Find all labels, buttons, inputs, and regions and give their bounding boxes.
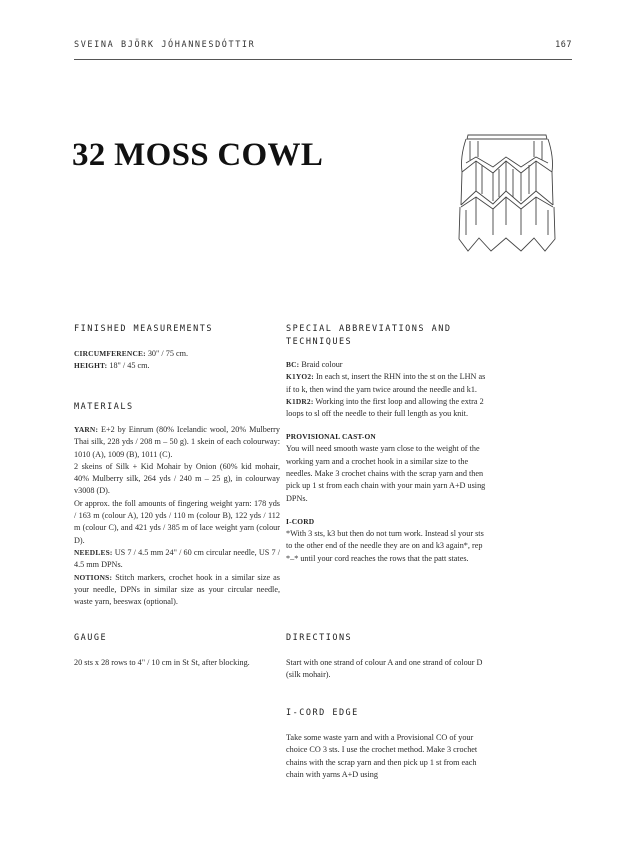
- materials-heading: MATERIALS: [74, 402, 134, 412]
- yarn-label: YARN:: [74, 425, 99, 434]
- i-cord-heading: I-CORD: [286, 516, 315, 526]
- circumference-value: 30" / 75 cm.: [145, 349, 189, 358]
- author-name: SVEINA BJÖRK JÓHANNESDÓTTIR: [74, 40, 256, 50]
- gauge-heading: GAUGE: [74, 633, 108, 643]
- provisional-cast-on-text: You will need smooth waste yarn close to the weight of the working yarn and a crochet hook in a similar size to the needles. Make 3 crochet chains with the scrap yarn and then pick up 1 st from each chain with your main yarn A+D using DPNs.: [286, 444, 486, 503]
- provisional-cast-on-heading: PROVISIONAL CAST-ON: [286, 432, 376, 442]
- i-cord-text: *With 3 sts, k3 but then do not turn work. Instead sl your sts to the other end of the needle they are on and k3 again*, rep *–* until your cord reaches the rows that the patt states.: [286, 528, 484, 563]
- gauge-text: 20 sts x 28 rows to 4" / 10 cm in St St, after blocking.: [74, 658, 250, 667]
- needles-text: US 7 / 4.5 mm 24" / 60 cm circular needle, US 7 / 4.5 mm DPNs.: [74, 547, 280, 570]
- i-cord-edge-section: [286, 707, 492, 781]
- special-abbreviations-heading: SPECIAL ABBREVIATIONS AND TECHNIQUES: [286, 324, 452, 347]
- k1dr2-paragraph: [286, 396, 492, 421]
- circumference-label: CIRCUMFERENCE:: [74, 349, 146, 358]
- running-head: [74, 40, 572, 54]
- notions-paragraph: [74, 572, 280, 609]
- directions-section: [286, 632, 492, 682]
- pattern-title: 32 MOSS COWL: [72, 137, 324, 173]
- yarn-paragraph: [74, 424, 280, 461]
- approx-paragraph: Or approx. the foll amounts of fingering weight yarn: 178 yds / 163 m (colour A), 120 yds / 110 m (colour B), 122 yds / 112 m (colour C), and 421 yds / 385 m of lace weight yarn (colour D).: [74, 498, 280, 545]
- bc-line: [286, 359, 492, 371]
- k1yo2-paragraph: [286, 371, 492, 396]
- height-label: HEIGHT:: [74, 361, 108, 371]
- cowl-sketch-illustration: [446, 127, 566, 257]
- k1dr2-label: K1DR2:: [286, 396, 314, 406]
- k1yo2-label: K1YO2:: [286, 372, 314, 382]
- gauge-section: [74, 632, 280, 669]
- i-cord-edge-heading: I-CORD EDGE: [286, 708, 359, 718]
- needles-paragraph: [74, 547, 280, 572]
- silk-paragraph: 2 skeins of Silk + Kid Mohair by Onion (60% kid mohair, 40% Mulberry silk, 264 yds / 240 m – 25 g), in colourway v3008 (D).: [74, 461, 280, 496]
- height-line: [74, 360, 280, 372]
- height-value: 18" / 45 cm.: [107, 361, 150, 371]
- k1yo2-text: In each st, insert the RHN into the st on the LHN as if to k, then wind the yarn twice around the needle and k1.: [286, 372, 486, 394]
- circumference-line: [74, 348, 280, 360]
- bc-text: Braid colour: [299, 360, 343, 369]
- header-rule: [74, 59, 572, 60]
- bc-label: BC:: [286, 360, 300, 369]
- finished-measurements-heading: FINISHED MEASUREMENTS: [74, 324, 213, 334]
- notions-text: Stitch markers, crochet hook in a similar size as your needle, DPNs in similar size as your circular needle, waste yarn, beeswax (optional).: [74, 572, 280, 607]
- finished-measurements-section: [74, 323, 280, 373]
- yarn-text: E+2 by Einrum (80% Icelandic wool, 20% Mulberry Thai silk, 228 yds / 208 m – 50 g). 1 skein of each colourway: 1010 (A), 1009 (B), 1011 (C).: [74, 425, 280, 459]
- needles-label: NEEDLES:: [74, 547, 113, 557]
- k1dr2-text: Working into the first loop and allowing the extra 2 loops to sl off the needle to their full length as you knit.: [286, 396, 484, 419]
- directions-text: Start with one strand of colour A and one strand of colour D (silk mohair).: [286, 658, 483, 680]
- directions-heading: DIRECTIONS: [286, 633, 353, 643]
- page-number: 167: [555, 40, 572, 50]
- materials-section: [74, 401, 280, 608]
- i-cord-edge-text: Take some waste yarn and with a Provisional CO of your choice CO 3 sts. I use the crochet method. Make 3 crochet chains with the scrap yarn and then pick up 1 st from each chain with yarns A+D using: [286, 733, 478, 779]
- notions-label: NOTIONS:: [74, 572, 113, 582]
- special-abbreviations-section: [286, 323, 492, 565]
